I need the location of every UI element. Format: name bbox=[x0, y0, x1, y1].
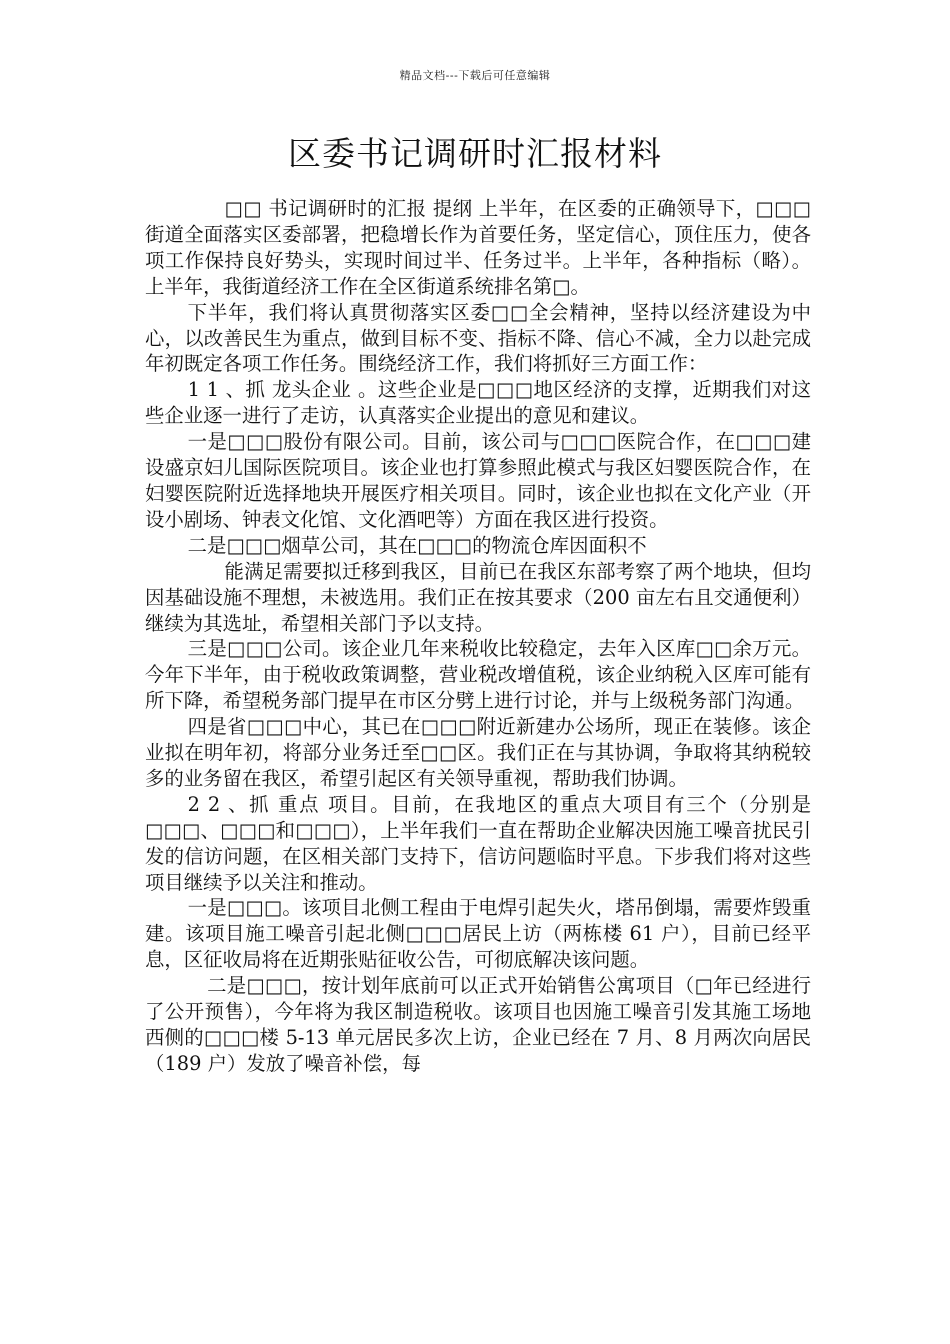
paragraph: 1 1 、抓 龙头企业 。这些企业是□□□地区经济的支撑，近期我们对这些企业逐一进行了走访，认真落实企业提出的意见和建议。 bbox=[145, 378, 811, 428]
paragraph: 一是□□□股份有限公司。目前，该公司与□□□医院合作，在□□□建设盛京妇儿国际医院项目。该企业也打算参照此模式与我区妇婴医院合作，在妇婴医院附近选择地块开展医疗相关项目。同时，该企业也拟在文化产业（开设小剧场、钟表文化馆、文化酒吧等）方面在我区进行投资。 bbox=[145, 430, 811, 531]
paragraph: 二是□□□，按计划年底前可以正式开始销售公寓项目（□年已经进行了公开预售），今年将为我区制造税收。该项目也因施工噪音引发其施工场地西侧的□□□楼 5-13 单元居民多次上访，企业已经在 7 月、8 月两次向居民（189 户）发放了噪音补偿，每 bbox=[145, 974, 811, 1075]
paragraph: □□ 书记调研时的汇报 提纲 上半年，在区委的正确领导下，□□□街道全面落实区委部署，把稳增长作为首要任务，坚定信心，顶住压力，使各项工作保持良好势头，实现时间过半、任务过半。上半年，各种指标（略）。上半年，我街道经济工作在全区街道系统排名第□。 bbox=[145, 197, 811, 298]
paragraph: 四是省□□□中心，其已在□□□附近新建办公场所，现正在装修。该企业拟在明年初，将部分业务迁至□□区。我们正在与其协调，争取将其纳税较多的业务留在我区，希望引起区有关领导重视，帮助我们协调。 bbox=[145, 715, 811, 790]
paragraph: 一是□□□。该项目北侧工程由于电焊引起失火，塔吊倒塌，需要炸毁重建。该项目施工噪音引起北侧□□□居民上访（两栋楼 61 户），目前已经平息，区征收局将在近期张贴征收公告，可彻底解决该问题。 bbox=[145, 896, 811, 972]
paragraph: 二是□□□烟草公司，其在□□□的物流仓库因面积不 bbox=[187, 533, 647, 557]
paragraph: 能满足需要拟迁移到我区，目前已在我区东部考察了两个地块，但均因基础设施不理想，未被选用。我们正在按其要求（200 亩左右且交通便利）继续为其选址，希望相关部门予以支持。 bbox=[145, 559, 811, 635]
document-body bbox=[145, 196, 811, 1077]
paragraph: 2 2 、抓 重点 项目。目前，在我地区的重点大项目有三个（分别是□□□、□□□和□□□），上半年我们一直在帮助企业解决因施工噪音扰民引发的信访问题，在区相关部门支持下，信访问题临时平息。下步我们将对这些项目继续予以关注和推动。 bbox=[145, 792, 811, 894]
document-title: 区委书记调研时汇报材料 bbox=[288, 134, 662, 173]
header-note: 精品文档---下载后可任意编辑 bbox=[399, 69, 551, 82]
paragraph: 下半年，我们将认真贯彻落实区委□□全会精神，坚持以经济建设为中心，以改善民生为重点，做到目标不变、指标不降、信心不减，全力以赴完成年初既定各项工作任务。围绕经济工作，我们将抓好三方面工作： bbox=[145, 300, 811, 376]
paragraph: 三是□□□公司。该企业几年来税收比较稳定，去年入区库□□余万元。今年下半年，由于税收政策调整，营业税改增值税，该企业纳税入区库可能有所下降，希望税务部门提早在市区分劈上进行讨论，并与上级税务部门沟通。 bbox=[145, 637, 811, 713]
